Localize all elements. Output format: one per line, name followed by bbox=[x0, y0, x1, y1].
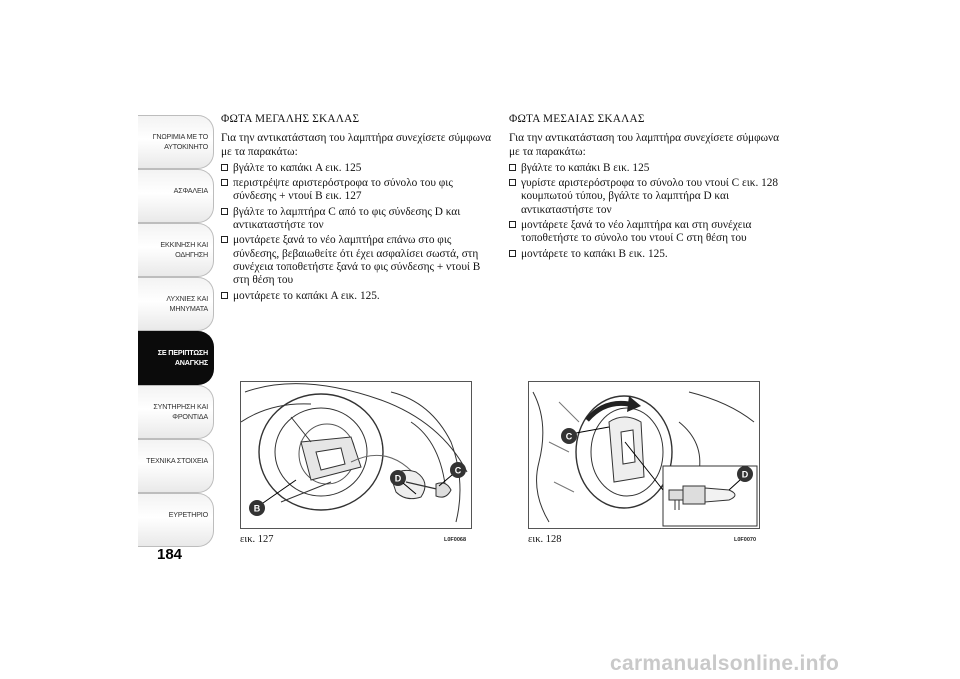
figure-caption: εικ. 127 bbox=[240, 534, 274, 545]
checkbox-bullet-icon bbox=[221, 236, 228, 243]
headlamp-illustration bbox=[241, 382, 471, 528]
checkbox-bullet-icon bbox=[509, 164, 516, 171]
list-item bbox=[221, 290, 493, 303]
low-beam-section bbox=[509, 113, 781, 263]
tab-index[interactable]: ΕΥΡΕΤΗΡΙΟ bbox=[138, 493, 214, 547]
figure-code: L0F0070 bbox=[734, 537, 757, 543]
checkbox-bullet-icon bbox=[221, 164, 228, 171]
step-list bbox=[221, 162, 493, 303]
figure-127-high-beam-bulb bbox=[240, 381, 472, 529]
tab-maintenance[interactable]: ΣΥΝΤΗΡΗΣΗ ΚΑΙ ΦΡΟΝΤΙΔΑ bbox=[138, 385, 214, 439]
step-text: βγάλτε το καπάκι B εικ. 125 bbox=[521, 161, 650, 174]
callout-c: C bbox=[454, 465, 462, 476]
list-item bbox=[221, 177, 493, 204]
figure-code: L0F0068 bbox=[444, 537, 467, 543]
callout-c: C bbox=[565, 431, 573, 442]
page-number: 184 bbox=[157, 546, 183, 563]
list-item bbox=[509, 177, 781, 217]
section-intro: Για την αντικατάσταση του λαμπτήρα συνεχίσετε σύμφωνα με τα παρακάτω: bbox=[509, 132, 780, 158]
callout-b: B bbox=[253, 503, 261, 514]
watermark: carmanualsonline.info bbox=[610, 652, 840, 675]
section-intro: Για την αντικατάσταση του λαμπτήρα συνεχίσετε σύμφωνα με τα παρακάτω: bbox=[221, 132, 492, 158]
checkbox-bullet-icon bbox=[509, 250, 516, 257]
tab-warning-lights[interactable]: ΛΥΧΝΙΕΣ ΚΑΙ ΜΗΝΥΜΑΤΑ bbox=[138, 277, 214, 331]
tab-starting-driving[interactable]: ΕΚΚΙΝΗΣΗ ΚΑΙ ΟΔΗΓΗΣΗ bbox=[138, 223, 214, 277]
list-item bbox=[221, 234, 493, 287]
step-text: μοντάρετε το καπάκι B εικ. 125. bbox=[521, 247, 668, 260]
step-text: περιστρέψτε αριστερόστροφα το σύνολο του φις σύνδεσης + ντουί B εικ. 127 bbox=[233, 177, 453, 203]
step-text: γυρίστε αριστερόστροφα το σύνολο του ντουί C εικ. 128 κουμπωτού τύπου, βγάλτε το λαμπτήρα D και αντικαταστήστε τον bbox=[521, 177, 779, 216]
list-item bbox=[221, 162, 493, 175]
checkbox-bullet-icon bbox=[509, 221, 516, 228]
checkbox-bullet-icon bbox=[221, 292, 228, 299]
step-text: μοντάρετε ξανά το νέο λαμπτήρα επάνω στο φις σύνδεσης, βεβαιωθείτε ότι έχει ασφαλίσει σωστά, στη συνέχεια τοποθετήστε ξανά το φις σύνδεσης + ντουί B στη θέση του bbox=[233, 234, 481, 287]
list-item bbox=[509, 162, 781, 175]
checkbox-bullet-icon bbox=[509, 179, 516, 186]
step-text: βγάλτε το καπάκι A εικ. 125 bbox=[233, 161, 362, 174]
tab-safety[interactable]: ΑΣΦΑΛΕΙΑ bbox=[138, 169, 214, 223]
step-text: μοντάρετε ξανά το νέο λαμπτήρα και στη συνέχεια τοποθετήστε το σύνολο του ντουί C στη θέση του bbox=[521, 219, 752, 245]
high-beam-section bbox=[221, 113, 493, 305]
step-list bbox=[509, 162, 781, 261]
checkbox-bullet-icon bbox=[221, 208, 228, 215]
callout-d: D bbox=[741, 469, 749, 480]
figure-128-low-beam-bulb bbox=[528, 381, 760, 529]
checkbox-bullet-icon bbox=[221, 179, 228, 186]
list-item bbox=[509, 219, 781, 246]
section-heading: ΦΩΤΑ ΜΕΓΑΛΗΣ ΣΚΑΛΑΣ bbox=[221, 113, 360, 125]
section-heading: ΦΩΤΑ ΜΕΣΑΙΑΣ ΣΚΑΛΑΣ bbox=[509, 113, 645, 125]
callout-d: D bbox=[394, 473, 402, 484]
step-text: βγάλτε το λαμπτήρα C από το φις σύνδεσης D και αντικαταστήστε τον bbox=[233, 205, 461, 232]
step-text: μοντάρετε το καπάκι A εικ. 125. bbox=[233, 289, 380, 302]
tab-technical-data[interactable]: ΤΕΧΝΙΚΑ ΣΤΟΙΧΕΙΑ bbox=[138, 439, 214, 493]
list-item bbox=[221, 206, 493, 233]
tab-getting-to-know-car[interactable]: ΓΝΩΡΙΜΙΑ ΜΕ ΤΟ ΑΥΤΟΚΙΝΗΤΟ bbox=[138, 115, 214, 169]
headlamp-illustration bbox=[529, 382, 759, 528]
figure-caption: εικ. 128 bbox=[528, 534, 562, 545]
list-item bbox=[509, 248, 781, 261]
tab-emergency[interactable]: ΣΕ ΠΕΡΙΠΤΩΣΗ ΑΝΑΓΚΗΣ bbox=[138, 331, 214, 385]
